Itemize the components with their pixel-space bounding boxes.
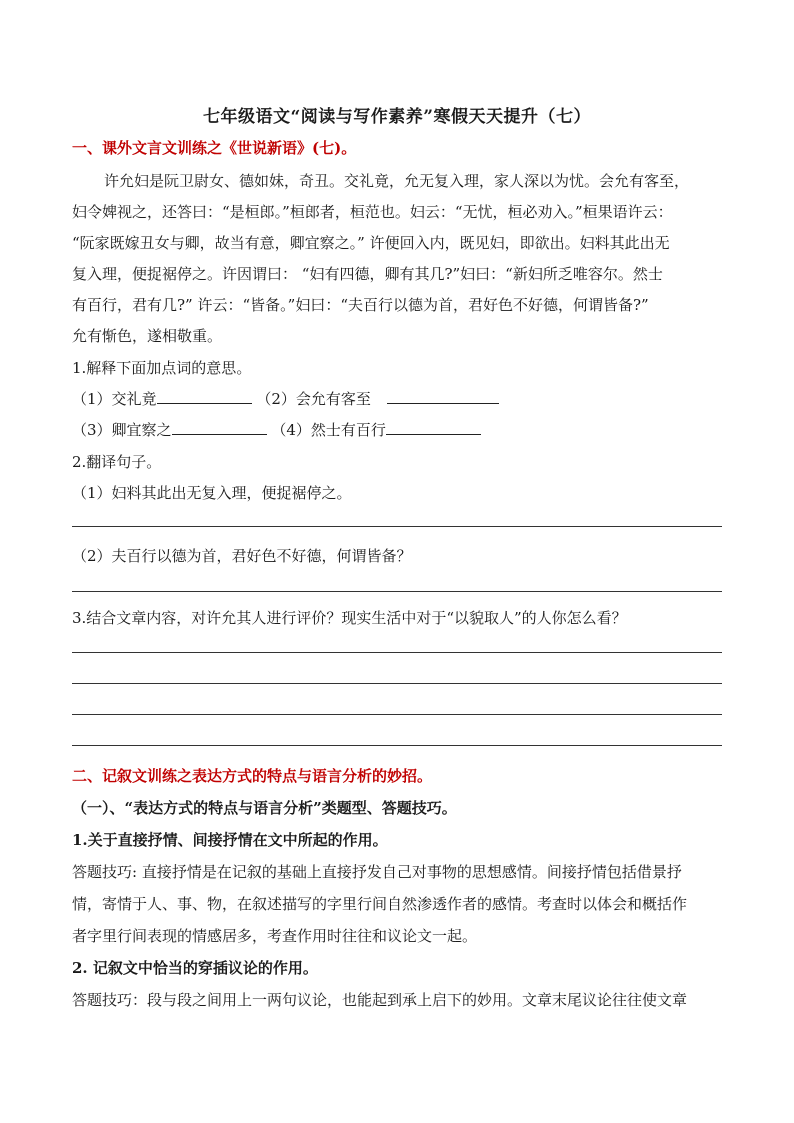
q1-item-3: （3）卿宜察之 [72, 421, 172, 439]
q1-item-1: （1）交礼竟 [72, 390, 157, 408]
q2-item-1: （1）妇料其此出无复入理，便捉裾停之。 [72, 484, 352, 502]
q2-item-2: （2）夫百行以德为首，君好色不好德，何谓皆备？ [72, 547, 412, 565]
answer-line[interactable] [72, 652, 722, 653]
question-1-row [72, 419, 732, 440]
passage-line: 复入理，便捉裾停之。许因谓曰： “妇有四德，卿有其几?”妇曰：“新妇所乏唯容尔。然士 [72, 265, 663, 283]
answer-line[interactable] [72, 745, 722, 746]
answer-blank[interactable] [386, 420, 481, 435]
answer-blank[interactable] [172, 420, 267, 435]
answer-line[interactable] [72, 714, 722, 715]
question-3-stem: 3.结合文章内容，对许允其人进行评价？现实生活中对于“以貌取人”的人你怎么看？ [72, 609, 627, 627]
point-1-title: 1.关于直接抒情、间接抒情在文中所起的作用。 [72, 831, 388, 849]
question-1-row [72, 388, 732, 409]
passage-line: 有百行，君有几?” 许云：“皆备。”妇曰：“夫百行以德为首，君好色不好德，何谓皆备?” [72, 296, 649, 314]
q1-item-4: （4）然士有百行 [271, 421, 386, 439]
q1-item-2: （2）会允有客至 [256, 390, 371, 408]
section2-heading: 二、记叙文训练之表达方式的特点与语言分析的妙招。 [72, 767, 433, 785]
answer-blank[interactable] [387, 389, 499, 404]
point-2-line: 答题技巧：段与段之间用上一两句议论，也能起到承上启下的妙用。文章末尾议论往往使文章 [72, 991, 688, 1009]
passage-line: “阮家既嫁丑女与卿，故当有意，卿宜察之。” 许便回入内，既见妇，即欲出。妇料其此出无 [72, 234, 670, 252]
point-1-line: 情，寄情于人、事、物，在叙述描写的字里行间自然渗透作者的感情。考查时以体会和概括作 [72, 895, 688, 913]
passage-line: 许允妇是阮卫尉女、德如妹，奇丑。交礼竟，允无复入理，家人深以为忧。会允有客至， [104, 172, 690, 190]
page-title: 七年级语文“阅读与写作素养”寒假天天提升（七） [202, 107, 592, 127]
point-1-line: 者字里行间表现的情感居多，考查作用时往往和议论文一起。 [72, 927, 478, 945]
passage-line: 允有惭色，遂相敬重。 [72, 327, 223, 345]
answer-blank[interactable] [157, 389, 252, 404]
point-1-line: 答题技巧: 直接抒情是在记叙的基础上直接抒发自己对事物的思想感情。间接抒情包括借景抒 [72, 863, 682, 881]
point-2-title: 2. 记叙文中恰当的穿插议论的作用。 [72, 959, 318, 977]
section1-heading: 一、课外文言文训练之《世说新语》(七)。 [72, 139, 357, 157]
answer-line[interactable] [72, 526, 722, 527]
answer-line[interactable] [72, 683, 722, 684]
section2-subheading: （一）、“表达方式的特点与语言分析”类题型、答题技巧。 [72, 799, 457, 817]
passage-line: 妇令婢视之，还答曰：“是桓郎。”桓郎者，桓范也。妇云：“无忧，桓必劝入。”桓果语许云： [72, 203, 673, 221]
answer-line[interactable] [72, 591, 722, 592]
question-1-stem: 1.解释下面加点词的意思。 [72, 359, 252, 377]
question-2-stem: 2.翻译句子。 [72, 453, 162, 471]
